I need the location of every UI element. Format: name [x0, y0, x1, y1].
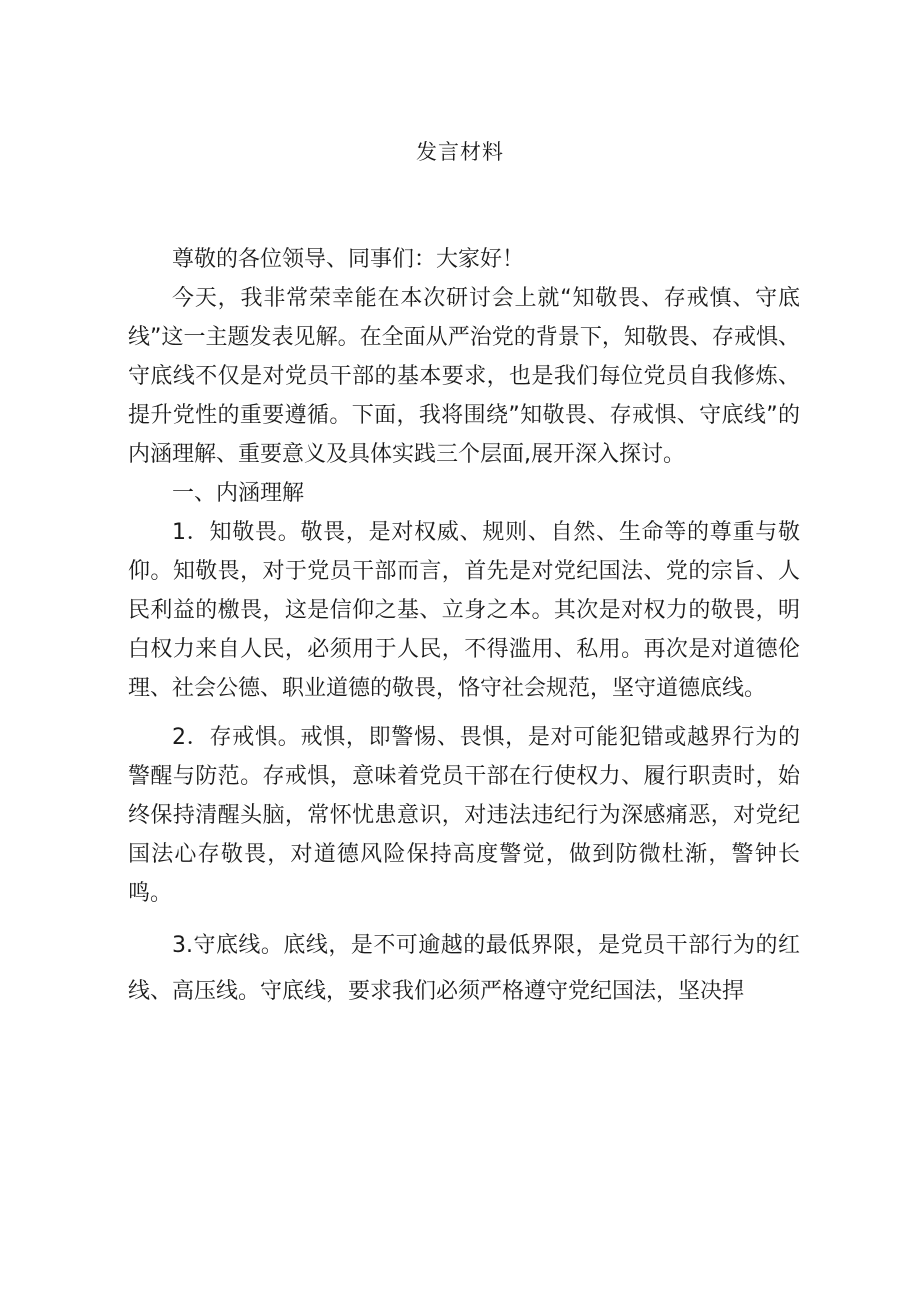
point-1-paragraph: 1．知敬畏。敬畏，是对权威、规则、自然、生命等的尊重与敬仰。知敬畏，对于党员干部而言，首先是对党纪国法、党的宗旨、人民利益的檄畏，这是信仰之基、立身之本。其次是对权力的敬畏，明白权力来自人民，必须用于人民，不得滥用、私用。再次是对道德伦理、社会公德、职业道德的敬畏，恪守社会规范，坚守道德底线。 [128, 520, 800, 701]
document-body [128, 240, 800, 1015]
intro-paragraph: 今天，我非常荣幸能在本次研讨会上就“知敬畏、存戒慎、守底线”这一主题发表见解。在全面从严治党的背景下，知敬畏、存戒惧、守底线不仅是对党员干部的基本要求，也是我们每位党员自我修炼、提升党性的重要遵循。下面，我将围绕”知敬畏、存戒惧、守底线”的内涵理解、重要意义及具体实践三个层面,展开深入探讨。 [128, 286, 800, 467]
section-heading: 一、内涵理解 [172, 481, 305, 506]
point-3-paragraph: 3.守底线。底线，是不可逾越的最低界限，是党员干部行为的红线、高压线。守底线，要求我们必须严格遵守党纪国法，坚决捍 [128, 933, 800, 1004]
greeting-paragraph: 尊敬的各位领导、同事们：大家好！ [172, 247, 525, 272]
document-title: 发言材料 [416, 140, 504, 164]
point-2-paragraph: 2．存戒惧。戒惧，即警惕、畏惧，是对可能犯错或越界行为的警醒与防范。存戒惧，意味着党员干部在行使权力、履行职责时，始终保持清醒头脑，常怀忧患意识，对违法违纪行为深感痛恶，对党纪国法心存敬畏，对道德风险保持高度警觉，做到防微杜渐，警钟长鸣。 [128, 725, 800, 906]
